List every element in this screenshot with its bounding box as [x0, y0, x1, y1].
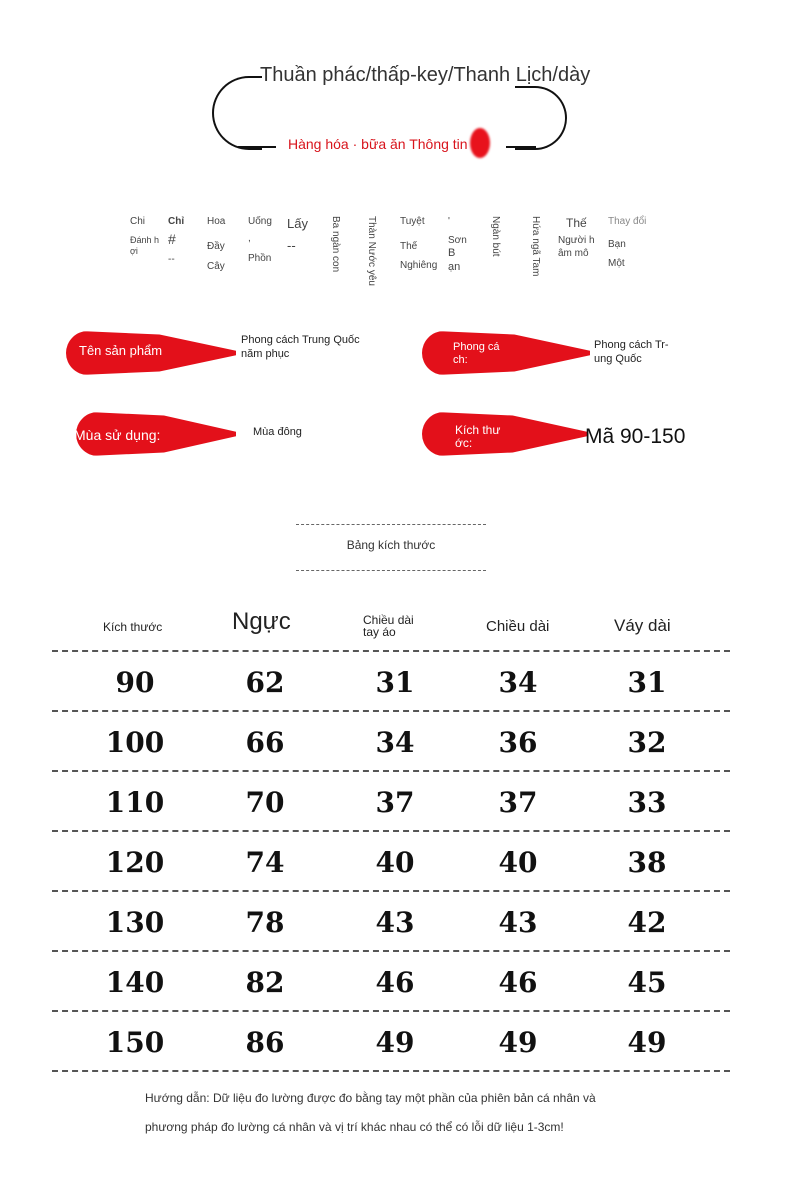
style-word: Chỉ # --	[168, 216, 185, 265]
page-title: Thuần phác/thấp-key/Thanh Lịch/dày	[260, 64, 591, 86]
table-cell: 34	[375, 726, 415, 759]
style-word: Hoa Đầy Cây	[207, 216, 226, 272]
style-value: Phong cách Tr- ung Quốc	[594, 339, 669, 366]
divider	[296, 524, 486, 526]
row-divider	[52, 650, 730, 652]
table-cell: 140	[105, 966, 165, 999]
red-brush-dot	[470, 128, 490, 158]
table-cell: 82	[245, 966, 285, 999]
table-cell: 40	[498, 846, 538, 879]
row-divider	[52, 710, 730, 712]
table-cell: 37	[375, 786, 415, 819]
product-name-label: Tên sản phẩm	[79, 343, 163, 358]
size-value: Mã 90-150	[585, 425, 686, 448]
table-cell: 49	[375, 1026, 415, 1059]
product-name-value: Phong cách Trung Quốc năm phục	[241, 334, 360, 361]
size-chart-title: Bảng kích thước	[346, 538, 436, 552]
column-header-length: Chiều dài	[486, 618, 550, 635]
table-cell: 86	[245, 1026, 285, 1059]
size-label: Kích thư ớc:	[455, 423, 501, 451]
style-word: Thàn Nước yêu	[366, 216, 377, 286]
table-cell: 62	[245, 666, 285, 699]
style-word: Tuyệt Thế Nghiêng	[400, 216, 438, 271]
table-cell: 33	[627, 786, 667, 819]
column-header-skirt: Váy dài	[614, 616, 671, 635]
column-header-sleeve: Chiều dài tay áo	[363, 613, 414, 639]
style-label: Phong cá ch:	[453, 341, 500, 367]
table-cell: 66	[245, 726, 285, 759]
table-cell: 90	[115, 666, 155, 699]
note-line-1: Hướng dẫn: Dữ liệu đo lường được đo bằng tay một phần của phiên bản cá nhân và	[145, 1091, 596, 1105]
table-cell: 40	[375, 846, 415, 879]
table-cell: 110	[105, 786, 165, 819]
table-cell: 43	[498, 906, 538, 939]
style-word: Thay đổi Bạn Một	[608, 216, 647, 269]
table-cell: 43	[375, 906, 415, 939]
table-cell: 49	[627, 1026, 667, 1059]
table-cell: 46	[498, 966, 538, 999]
table-cell: 36	[498, 726, 538, 759]
note-line-2: phương pháp đo lường cá nhân và vị trí khác nhau có thể có lỗi dữ liệu 1-3cm!	[145, 1120, 564, 1134]
table-cell: 49	[498, 1026, 538, 1059]
table-cell: 31	[627, 666, 667, 699]
page-subtitle: Hàng hóa · bữa ăn Thông tin	[288, 136, 468, 152]
column-header-size: Kích thước	[103, 620, 163, 634]
table-cell: 100	[105, 726, 165, 759]
style-word: Hứa ngã Tam	[530, 216, 541, 277]
header-bracket-line	[506, 146, 536, 148]
style-word: Ngàn bút	[490, 216, 501, 257]
table-cell: 78	[245, 906, 285, 939]
style-word: Lấy --	[287, 216, 308, 254]
header-bracket-left	[212, 76, 262, 150]
table-cell: 46	[375, 966, 415, 999]
table-cell: 120	[105, 846, 165, 879]
header-bracket-line	[238, 146, 276, 148]
row-divider	[52, 1010, 730, 1012]
row-divider	[52, 890, 730, 892]
column-header-chest: Ngực	[232, 608, 291, 635]
season-value: Mùa đông	[253, 426, 302, 438]
table-cell: 38	[627, 846, 667, 879]
row-divider	[52, 1070, 730, 1072]
table-cell: 45	[627, 966, 667, 999]
table-cell: 31	[375, 666, 415, 699]
style-word: Thế Người h âm mô	[558, 216, 595, 259]
style-word: Uống , Phồn	[248, 216, 272, 264]
header-bracket-right	[515, 86, 567, 150]
divider	[296, 570, 486, 572]
style-word: Ba ngàn con	[330, 216, 341, 273]
style-word: Chi Đánh h ợi	[130, 216, 160, 256]
table-cell: 70	[245, 786, 285, 819]
table-cell: 74	[245, 846, 285, 879]
row-divider	[52, 830, 730, 832]
table-cell: 150	[105, 1026, 165, 1059]
row-divider	[52, 950, 730, 952]
table-cell: 42	[627, 906, 667, 939]
table-cell: 130	[105, 906, 165, 939]
table-cell: 34	[498, 666, 538, 699]
table-cell: 37	[498, 786, 538, 819]
row-divider	[52, 770, 730, 772]
style-word: ' Sơn B ạn	[448, 216, 467, 273]
season-label: Mùa sử dụng:	[74, 427, 161, 443]
style-brush	[422, 331, 590, 375]
table-cell: 32	[627, 726, 667, 759]
